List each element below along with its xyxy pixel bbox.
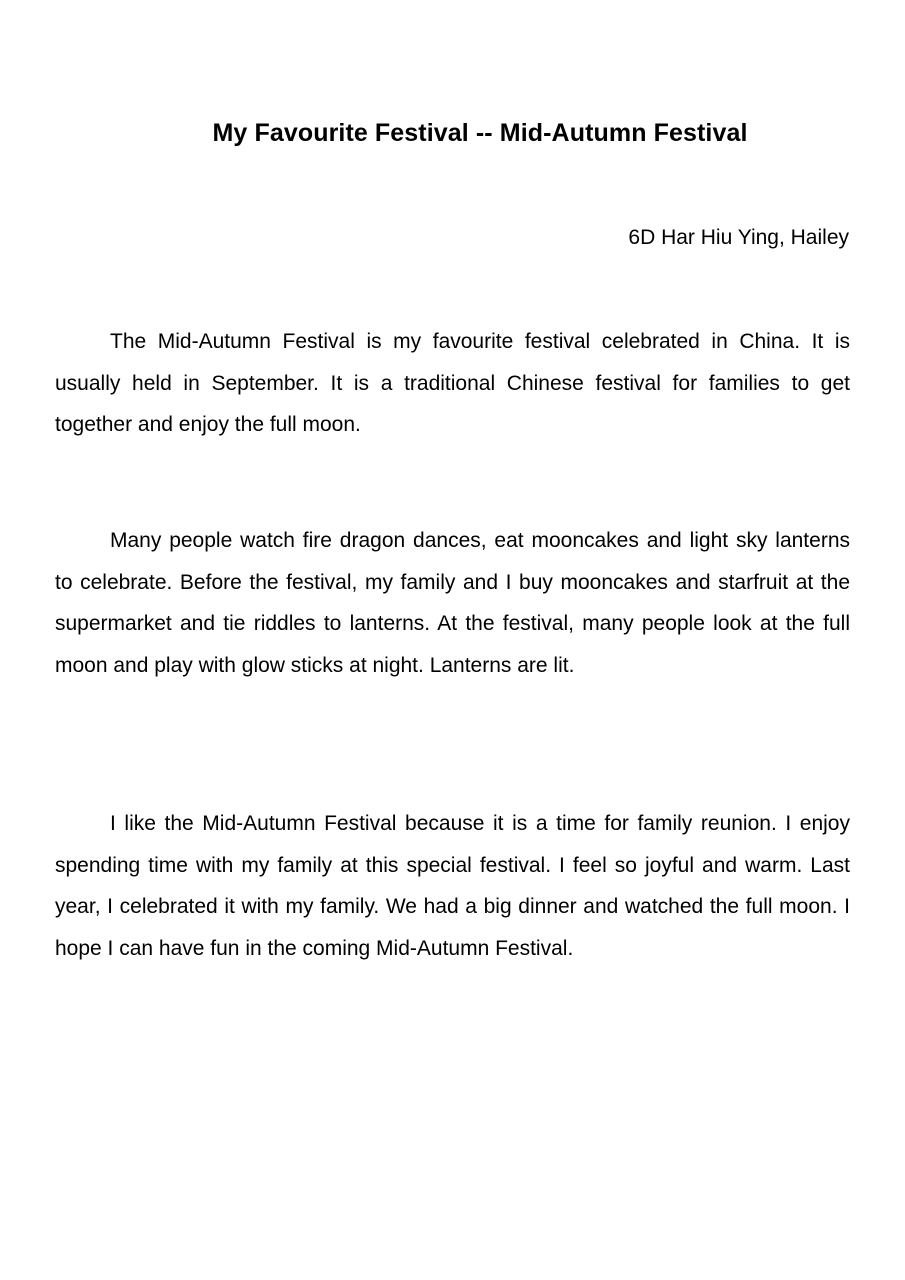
author-line: 6D Har Hiu Ying, Hailey xyxy=(628,226,849,249)
page-title: My Favourite Festival -- Mid-Autumn Festival xyxy=(212,119,748,147)
paragraph-3: I like the Mid-Autumn Festival because it is a time for family reunion. I enjoy spending time with my family at this special festival. I feel so joyful and warm. Last year, I celebrated it with my family. We had a big dinner and watched the full moon. I hope I can have fun in the coming Mid-Autumn Festival. xyxy=(55,812,850,960)
paragraph-2: Many people watch fire dragon dances, eat mooncakes and light sky lanterns to celebrate. Before the festival, my family and I buy mooncakes and starfruit at the supermarket and tie riddles to lanterns. At the festival, many people look at the full moon and play with glow sticks at night. Lanterns are lit. xyxy=(55,529,850,677)
paragraph-1: The Mid-Autumn Festival is my favourite festival celebrated in China. It is usually held in September. It is a traditional Chinese festival for families to get together and enjoy the full moon. xyxy=(55,330,850,436)
